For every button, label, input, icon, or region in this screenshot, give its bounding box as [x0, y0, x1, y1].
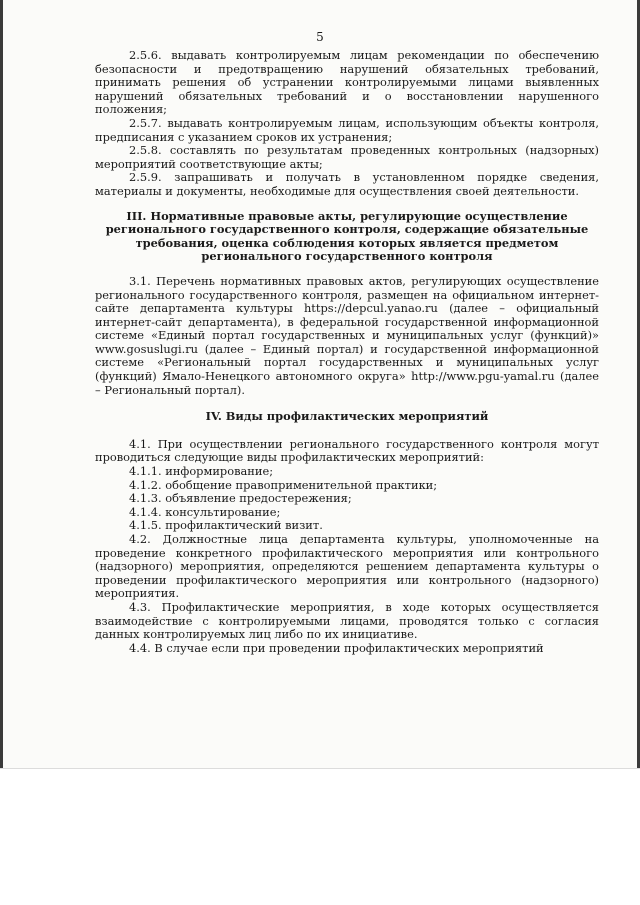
page-number: 5 — [316, 30, 324, 44]
list-item-4-1-3: 4.1.3. объявление предостережения; — [129, 491, 352, 506]
paragraph-3-1: 3.1. Перечень нормативных правовых актов, регулирующих осуществление регионального государственного контроля, размещен на официальном интернет-сайте департамента культуры https://depcul.yanao.ru (далее – официальный интернет-сайт департамента), в федеральной государственной информационной системе «Единый портал государственных и муниципальных услуг (функций)» www.gosuslugi.ru (далее – Единый портал) и государственной информационной системе «Региональный портал государственных и муниципальных услуг (функций) Ямало-Ненецкого автономного округа» http://www.pgu-yamal.ru (далее – Региональный портал). — [95, 273, 599, 397]
list-item-4-1-1: 4.1.1. информирование; — [129, 464, 274, 479]
paragraph-4-3: 4.3. Профилактические мероприятия, в ходе которых осуществляется взаимодействие с контролируемыми лицами, проводятся только с согласия данных контролируемых лиц либо по их инициативе. — [95, 599, 599, 642]
list-item-4-1-5: 4.1.5. профилактический визит. — [129, 518, 323, 533]
document-body — [95, 49, 599, 655]
paragraph-2-5-7: 2.5.7. выдавать контролируемым лицам, использующим объекты контроля, предписания с указанием сроков их устранения; — [95, 115, 599, 144]
paragraph-4-1: 4.1. При осуществлении регионального государственного контроля могут проводиться следующие виды профилактических мероприятий: — [95, 436, 599, 465]
paragraph-2-5-8: 2.5.8. составлять по результатам проведенных контрольных (надзорных) мероприятий соответствующие акты; — [95, 143, 599, 171]
section-4-heading: IV. Виды профилактических мероприятий — [205, 409, 489, 424]
paragraph-4-2: 4.2. Должностные лица департамента культуры, уполномоченные на проведение конкретного профилактического мероприятия или контрольного (надзорного) мероприятия, определяются решением департамента культуры о проведении профилактического мероприятия или контрольного (надзорного) мероприятия. — [95, 532, 599, 601]
scan-left-edge — [0, 0, 3, 768]
list-item-4-1-4: 4.1.4. консультирование; — [129, 504, 281, 519]
paragraph-4-4: 4.4. В случае если при проведении профилактических мероприятий — [129, 640, 544, 655]
section-3-heading: III. Нормативные правовые акты, регулирующие осуществление регионального государственного контроля, содержащие обязательные требования, оценка соблюдения которых является предметом регионального государственного контроля — [105, 208, 589, 264]
list-item-4-1-2: 4.1.2. обобщение правоприменительной практики; — [129, 477, 438, 492]
paragraph-2-5-6: 2.5.6. выдавать контролируемым лицам рекомендации по обеспечению безопасности и предотвращению нарушений обязательных требований, принимать решения об устранении контролируемыми лицами выявленных нарушений обязательных требований и о восстановлении нарушенного положения; — [95, 48, 599, 117]
paragraph-2-5-9: 2.5.9. запрашивать и получать в установленном порядке сведения, материалы и документы, необходимые для осуществления своей деятельности. — [95, 170, 599, 198]
